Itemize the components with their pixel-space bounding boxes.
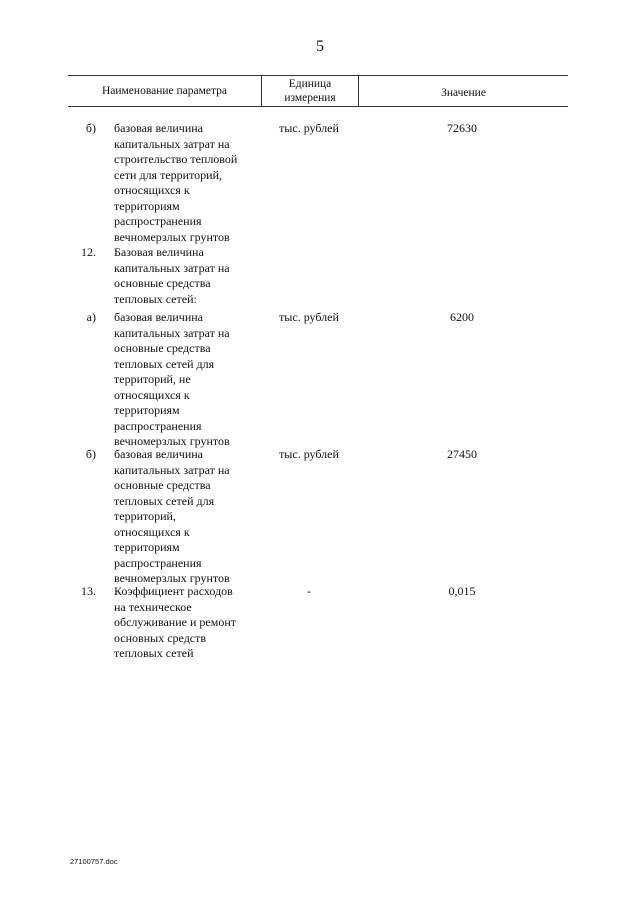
row-name-line: тепловых сетей: [114, 646, 194, 660]
row-name-line: относящихся к: [114, 387, 190, 402]
row-name-line: капитальных затрат на: [114, 136, 230, 151]
row-value: 6200: [450, 310, 474, 324]
row-name-line: сети для территорий,: [114, 167, 222, 182]
row-value: 0,015: [448, 584, 476, 598]
row-number: б): [85, 121, 96, 135]
row-name-line: относящихся к: [114, 183, 190, 197]
row-name-line: распространения: [114, 214, 202, 228]
row-name: [114, 584, 262, 662]
row-name-line: базовая величина: [114, 447, 203, 461]
row-number: 13.: [81, 584, 96, 598]
row-name-line: территориям: [114, 403, 180, 417]
row-unit: -: [307, 584, 311, 598]
row-name: [114, 245, 262, 307]
row-name-line: основные средства: [114, 341, 211, 355]
header-top-rule: [68, 75, 568, 76]
row-name-line: тепловых сетей:: [114, 291, 197, 306]
row-name-line: территорий, не: [114, 372, 191, 386]
row-name-line: капитальных затрат на: [114, 260, 230, 275]
header-value: Значение: [441, 87, 486, 99]
row-number: а): [86, 310, 96, 324]
row-name-line: строительство тепловой: [114, 152, 238, 166]
row-name-line: капитальных затрат на: [114, 325, 230, 340]
row-name: [114, 121, 262, 245]
row-name-line: территорий,: [114, 509, 176, 523]
row-name-line: распространения: [114, 418, 202, 433]
header-unit: [262, 77, 358, 105]
row-name: [114, 310, 262, 450]
row-name-line: на техническое: [114, 599, 192, 614]
row-name-line: распространения: [114, 555, 202, 570]
row-name-line: базовая величина: [114, 310, 203, 324]
row-unit: тыс. рублей: [279, 447, 339, 461]
row-unit: тыс. рублей: [279, 121, 339, 135]
row-name-line: относящихся к: [114, 524, 190, 539]
footer-filename: 27100757.doc: [70, 857, 118, 866]
header-name: Наименование параметра: [101, 85, 228, 97]
row-name-line: основные средства: [114, 478, 211, 492]
row-name-line: вечномерзлых грунтов: [114, 229, 230, 244]
row-value: 27450: [447, 447, 477, 461]
row-number: 12.: [81, 245, 96, 259]
row-name-line: вечномерзлых грунтов: [114, 434, 230, 448]
row-unit: тыс. рублей: [279, 310, 339, 324]
row-name-line: тепловых сетей для: [114, 356, 215, 371]
row-value: 72630: [447, 121, 477, 135]
row-name-line: основных средств: [114, 630, 207, 645]
row-number: б): [85, 447, 96, 461]
row-name-line: капитальных затрат на: [114, 462, 230, 477]
header-unit-line2: измерения: [284, 92, 336, 104]
row-name-line: вечномерзлых грунтов: [114, 571, 230, 585]
row-name-line: обслуживание и ремонт: [114, 615, 236, 629]
row-name-line: основные средства: [114, 276, 211, 290]
header-bottom-rule: [68, 106, 568, 107]
row-name-line: базовая величина: [114, 121, 203, 135]
page-number: 5: [316, 38, 324, 55]
row-name: [114, 447, 262, 587]
row-name-line: территориям: [114, 540, 180, 554]
row-name-line: территориям: [114, 198, 180, 213]
row-name-line: тепловых сетей для: [114, 493, 215, 508]
header-unit-line1: Единица: [288, 78, 332, 90]
row-name-line: Коэффициент расходов: [114, 584, 233, 598]
row-name-line: Базовая величина: [114, 245, 204, 259]
